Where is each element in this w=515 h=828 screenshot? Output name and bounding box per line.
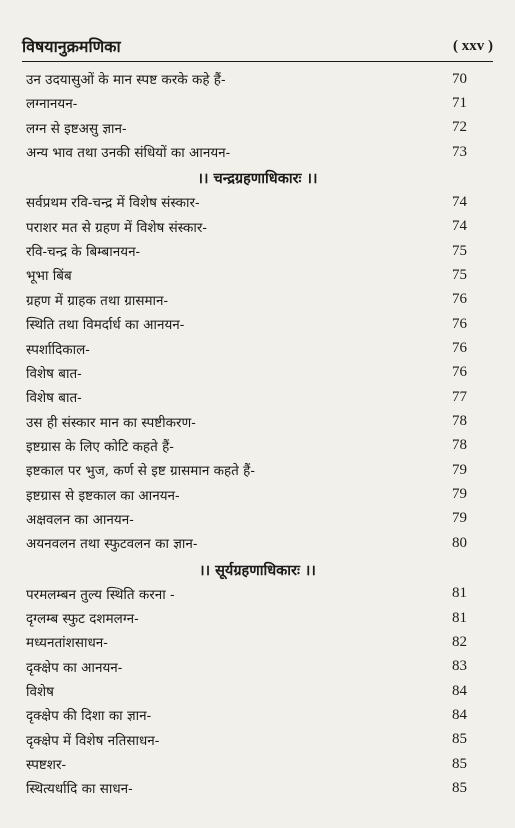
toc-entry-title: इष्टग्रास के लिए कोटि कहते हैं- [26, 438, 174, 455]
toc-entry [26, 606, 467, 630]
toc-entry [26, 655, 467, 679]
section-heading: ।। चन्द्रग्रहणाधिकारः ।। [197, 170, 318, 188]
toc-entry [26, 752, 467, 776]
toc-entry [26, 140, 467, 164]
toc-entry-page: 81 [452, 585, 467, 602]
toc-entry-title: स्पष्टशर- [26, 757, 67, 774]
toc-entry-title: इष्टकाल पर भुज, कर्ण से इष्ट ग्रासमान कहते हैं- [26, 463, 255, 480]
toc-entry-page: 76 [452, 340, 467, 356]
page-header [22, 34, 493, 58]
toc-entry-title: ग्रहण में ग्राहक तथा ग्रासमान- [26, 292, 169, 309]
toc-entry-page: 76 [452, 364, 467, 381]
toc-entry [26, 190, 467, 214]
toc-entry-title: भूभा बिंब [26, 268, 72, 285]
toc-entry-title: मध्यनतांशसाधन- [26, 635, 108, 652]
toc-entry-title: रवि-चन्द्र के बिम्बानयन- [26, 244, 141, 261]
toc-entry-page: 82 [452, 633, 467, 650]
toc-entry-page: 77 [452, 388, 467, 405]
toc-entry-title: अयनवलन तथा स्फुटवलन का ज्ञान- [26, 536, 198, 553]
toc-entry-title: उस ही संस्कार मान का स्पष्टीकरण- [26, 414, 196, 431]
toc-entry-page: 79 [452, 461, 467, 478]
toc-entry [26, 679, 467, 703]
toc-entry [26, 239, 467, 263]
toc-entry-title: अन्य भाव तथा उनकी संधियों का आनयन- [26, 145, 231, 162]
toc-entry-page: 83 [452, 658, 467, 675]
toc-entry-page: 74 [452, 218, 467, 235]
toc-entry-title: दृक्क्षेप का आनयन- [26, 659, 123, 676]
toc-entry [26, 507, 467, 531]
toc-entry [26, 410, 467, 434]
section-heading: ।। सूर्यग्रहणाधिकारः ।। [199, 561, 316, 579]
toc-entry [26, 91, 467, 115]
toc-entry-page: 84 [452, 682, 467, 699]
toc-entry-title: अक्षवलन का आनयन- [26, 511, 134, 528]
toc-entry-page: 78 [452, 413, 467, 430]
toc-entry-page: 81 [452, 609, 467, 626]
toc-entry [26, 67, 467, 91]
toc-entry-page: 75 [452, 242, 467, 259]
toc-entry [26, 385, 467, 409]
toc-entry [26, 582, 467, 606]
toc-entry-title: परमलम्बन तुल्य स्थिति करना - [26, 586, 175, 603]
toc-entry [26, 483, 467, 507]
toc-entry-title: लग्नानयन- [26, 96, 78, 113]
toc-entry-title: विशेष [26, 684, 54, 701]
toc-entry [26, 263, 467, 287]
toc-entry-page: 80 [452, 534, 467, 551]
toc-entry-page: 70 [452, 70, 467, 87]
toc-entry-page: 71 [452, 94, 467, 111]
toc-entry-title: स्थिति तथा विमर्दार्ध का आनयन- [26, 317, 185, 334]
toc-entry [26, 728, 467, 752]
toc-entry-title: दृक्क्षेप की दिशा का ज्ञान- [26, 708, 152, 725]
toc-entry [26, 361, 467, 385]
toc-entry [26, 337, 467, 361]
toc-entry-title: दृक्क्षेप में विशेष नतिसाधन- [26, 732, 160, 749]
toc-entry-title: विशेष बात- [26, 365, 82, 382]
toc-entry-title: लग्न से इष्टअसु ज्ञान- [26, 120, 127, 137]
toc-entry-page: 85 [452, 731, 467, 748]
page-number: ( xxv ) [453, 37, 493, 54]
toc-entry [26, 703, 467, 727]
toc-entry [26, 531, 467, 555]
toc-entry-title: विशेष बात- [26, 390, 82, 407]
toc-entry-title: इष्टग्रास से इष्टकाल का आनयन- [26, 487, 180, 504]
toc-entry [26, 458, 467, 482]
toc-entry-page: 75 [452, 266, 467, 283]
toc-entry-title: उन उदयासुओं के मान स्पष्ट करके कहे हैं- [26, 72, 226, 88]
toc-entry-page: 85 [452, 755, 467, 772]
toc-entry-title: पराशर मत से ग्रहण में विशेष संस्कार- [26, 219, 207, 236]
toc-entry [26, 116, 467, 140]
toc-entry-page: 72 [452, 119, 467, 136]
toc-entry-page: 79 [452, 510, 467, 527]
toc-entry [26, 630, 467, 654]
toc-entry-page: 78 [452, 437, 467, 454]
toc-entry-page: 85 [452, 779, 467, 796]
toc-entry [26, 288, 467, 312]
toc-entry [26, 434, 467, 458]
toc-entry [26, 776, 467, 800]
page-title: विषयानुक्रमणिका [22, 37, 121, 56]
toc-entry [26, 312, 467, 336]
toc-entry-title: सर्वप्रथम रवि-चन्द्र में विशेष संस्कार- [26, 195, 200, 212]
header-rule [22, 61, 493, 62]
toc-entry-page: 84 [452, 706, 467, 723]
toc-entry-page: 76 [452, 315, 467, 332]
toc-entry-page: 73 [452, 143, 467, 160]
toc-entry-title: स्पर्शादिकाल- [26, 341, 90, 358]
toc-entry-page: 74 [452, 193, 467, 210]
toc-entry-page: 76 [452, 291, 467, 308]
toc-entry-title: दृग्लम्ब स्फुट दशमलग्न- [26, 611, 139, 627]
toc-entry-title: स्थित्यर्धादि का साधन- [26, 781, 133, 798]
toc-entry [26, 215, 467, 239]
toc-entry-page: 79 [452, 486, 467, 503]
